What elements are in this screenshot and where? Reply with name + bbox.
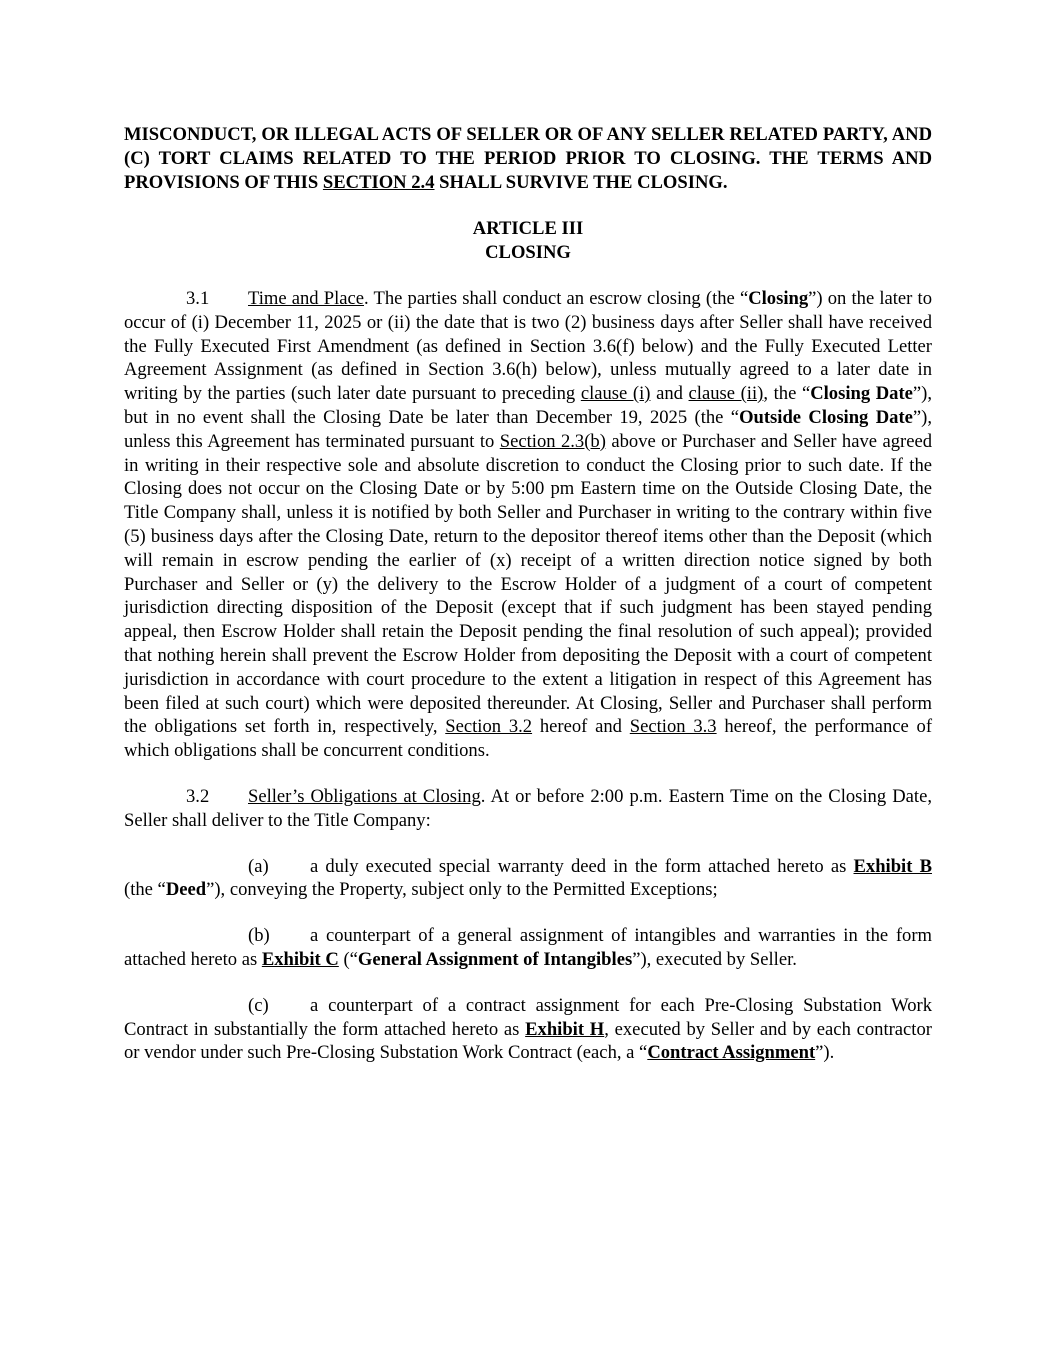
section-number: 3.1: [186, 287, 210, 309]
body-text: ”), conveying the Property, subject only to the Permitted Exceptions;: [206, 879, 718, 901]
body-text: . The parties shall conduct an escrow closing (the “: [364, 287, 749, 309]
section-number: 3.2: [186, 785, 210, 807]
body-text: (the “: [124, 879, 166, 901]
exhibit-reference: Exhibit C: [261, 948, 339, 970]
carryover-text-end: SHALL SURVIVE THE CLOSING.: [434, 171, 728, 193]
item-a: [124, 855, 932, 903]
defined-term: Contract Assignment: [647, 1042, 816, 1064]
clause-reference: clause (ii): [688, 383, 764, 405]
item-c: [124, 994, 932, 1065]
defined-term: General Assignment of Intangibles: [357, 948, 633, 970]
exhibit-reference: Exhibit H: [525, 1018, 605, 1040]
section-2-4-reference: SECTION 2.4: [322, 171, 435, 193]
item-label: (a): [248, 855, 269, 877]
body-text: ”), but in no event shall the Closing Date be later than December 19, 2025 (the “: [124, 383, 933, 428]
clause-reference: clause (i): [580, 383, 651, 405]
defined-term: Outside Closing Date: [739, 406, 913, 428]
body-text: a duly executed special warranty deed in the form attached hereto as: [310, 855, 854, 877]
section-reference: Section 3.3: [629, 716, 717, 738]
body-text: . At or before 2:00 p.m. Eastern Time on the Closing Date, Seller shall deliver to the Title Company:: [124, 785, 932, 831]
carryover-text: MISCONDUCT, OR ILLEGAL ACTS OF SELLER OR OF ANY SELLER RELATED PARTY, AND (C) TORT CLAIMS RELATED TO THE PERIOD PRIOR TO CLOSING. THE TERMS AND PROVISIONS OF THIS: [124, 124, 932, 193]
section-heading: Seller’s Obligations at Closing: [248, 785, 481, 807]
body-text: (“: [338, 948, 358, 970]
body-text: hereof and: [532, 716, 630, 738]
section-reference: Section 3.2: [445, 716, 533, 738]
body-text: hereof, the performance of which obligations shall be concurrent conditions.: [124, 716, 933, 762]
body-text: , the “: [763, 383, 811, 405]
body-text: above or Purchaser and Seller have agreed in writing in their respective sole and absolute discretion to conduct the Closing prior to such date. If the Closing does not occur on the Closing Date or by 5:00 pm Eastern time on the Outside Closing Date, the Title Company shall, unless it is notified by both Seller and Purchaser in writing to the contrary within five (5) business days after the Closing Date, return to the depositor thereof items other than the Deposit (which will remain in escrow pending the earlier of (x) receipt of a written direction notice signed by both Purchaser and Seller or (y) the delivery to the Escrow Holder of a judgment of a court of competent jurisdiction directing disposition of the Deposit (except that if such judgment has been stayed pending appeal, then Escrow Holder shall retain the Deposit pending the final resolution of such appeal); provided that nothing herein shall prevent the Escrow Holder from depositing the Deposit with a court of competent jurisdiction in accordance with court procedure to the extent a litigation in respect of this Agreement has been filed at such court) which were deposited thereunder. At Closing, Seller and Purchaser shall perform the obligations set forth in, respectively,: [124, 430, 933, 738]
item-label: (c): [248, 994, 269, 1016]
defined-term: Closing Date: [810, 383, 913, 405]
section-3-1: [124, 287, 932, 763]
article-title: CLOSING: [485, 242, 571, 264]
item-label: (b): [248, 925, 270, 947]
section-3-2: [124, 785, 932, 833]
body-text: and: [650, 383, 689, 405]
body-text: ”).: [815, 1042, 835, 1064]
article-number: ARTICLE III: [472, 218, 584, 240]
document-page: [124, 123, 932, 1065]
item-b: [124, 924, 932, 972]
body-text: ”) on the later to occur of (i) December 11, 2025 or (ii) the date that is two (2) business days after Seller shall have received the Fully Executed First Amendment (as defined in Section 3.6(f) below) and the Fully Executed Letter Agreement Assignment (as defined in Section 3.6(h) below), unless mutually agreed to a later date in writing by the parties (such later date pursuant to preceding: [124, 287, 932, 405]
exhibit-reference: Exhibit B: [853, 855, 932, 877]
section-heading: Time and Place: [248, 287, 364, 309]
body-text: , executed by Seller and by each contractor or vendor under such Pre-Closing Substation Work Contract (each, a “: [124, 1018, 932, 1064]
carryover-paragraph: [124, 123, 932, 194]
defined-term: Deed: [165, 879, 207, 901]
section-reference: Section 2.3(b): [499, 430, 606, 452]
defined-term: Closing: [748, 287, 809, 309]
body-text: a counterpart of a contract assignment for each Pre-Closing Substation Work Contract in substantially the form attached hereto as: [124, 994, 932, 1040]
body-text: a counterpart of a general assignment of intangibles and warranties in the form attached hereto as: [124, 925, 932, 970]
body-text: ”), executed by Seller.: [632, 948, 797, 970]
body-text: ”), unless this Agreement has terminated pursuant to: [124, 406, 932, 452]
